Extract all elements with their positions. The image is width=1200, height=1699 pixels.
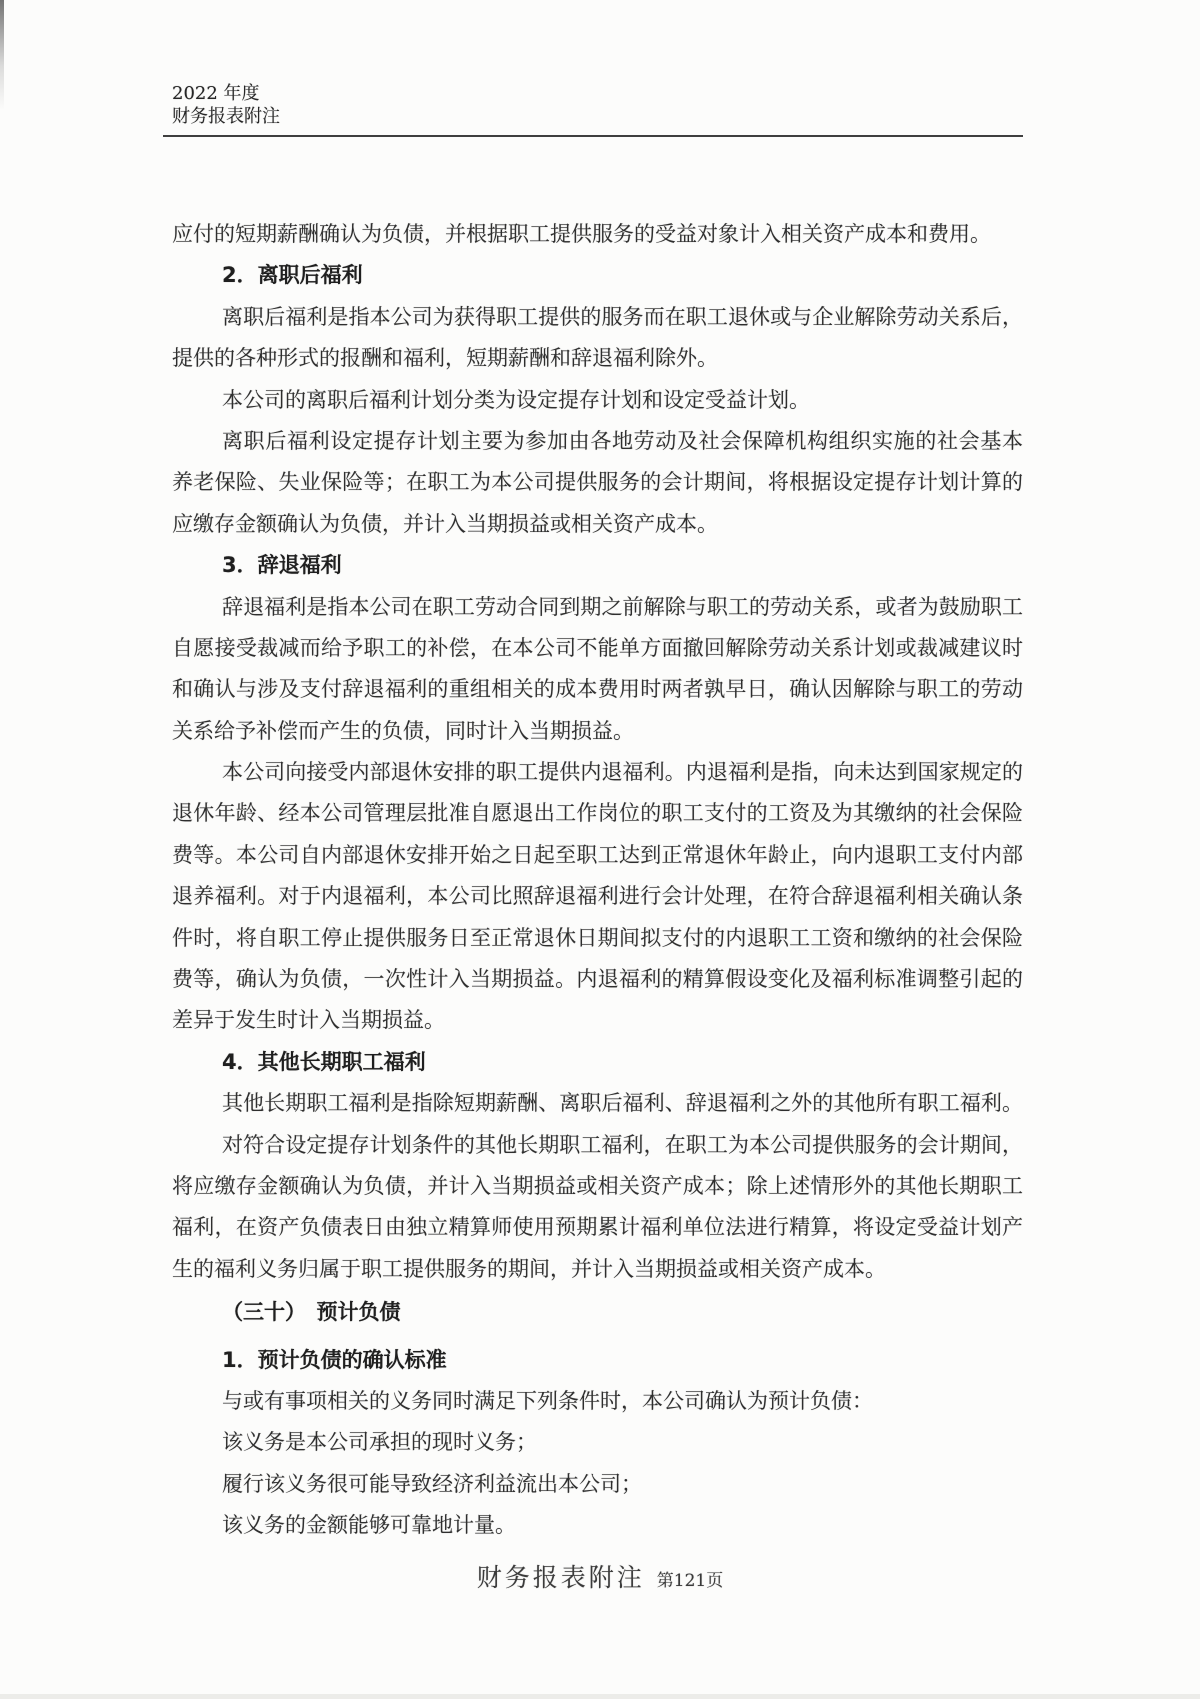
- text-line: 履行该义务很可能导致经济利益流出本公司；: [222, 1471, 642, 1496]
- text-line: 费等，确认为负债，一次性计入当期损益。内退福利的精算假设变化及福利标准调整引起的: [172, 967, 1023, 992]
- footer-title: 财务报表附注: [476, 1563, 645, 1592]
- text-line: 差异于发生时计入当期损益。: [172, 1008, 445, 1033]
- text-line: 应付的短期薪酬确认为负债，并根据职工提供服务的受益对象计入相关资产成本和费用。: [172, 222, 991, 246]
- text-line: 该义务的金额能够可靠地计量。: [222, 1513, 516, 1538]
- text-line: 福利，在资产负债表日由独立精算师使用预期累计福利单位法进行精算，将设定受益计划产: [172, 1215, 1023, 1240]
- text-line: 提供的各种形式的报酬和福利，短期薪酬和辞退福利除外。: [172, 346, 718, 371]
- page-header: [172, 82, 280, 128]
- text-line: 本公司的离职后福利计划分类为设定提存计划和设定受益计划。: [222, 387, 810, 412]
- footer-page-number: 第121页: [656, 1571, 724, 1591]
- scan-left-edge-artifact: [0, 0, 4, 110]
- text-line: 将应缴存金额确认为负债，并计入当期损益或相关资产成本；除上述情形外的其他长期职工: [172, 1173, 1023, 1198]
- header-year: 2022 年度: [172, 83, 260, 104]
- subsection-heading: 4．其他长期职工福利: [222, 1049, 426, 1074]
- text-line: 辞退福利是指本公司在职工劳动合同到期之前解除与职工的劳动关系，或者为鼓励职工: [222, 594, 1023, 619]
- page-footer: [0, 1558, 1200, 1594]
- subsection-heading: 2．离职后福利: [222, 263, 363, 288]
- document-body: [172, 214, 1023, 1547]
- text-line: 养老保险、失业保险等；在职工为本公司提供服务的会计期间，将根据设定提存计划计算的: [172, 470, 1023, 495]
- text-line: 费等。本公司自内部退休安排开始之日起至职工达到正常退休年龄止，向内退职工支付内部: [172, 842, 1023, 867]
- text-line: 生的福利义务归属于职工提供服务的期间，并计入当期损益或相关资产成本。: [172, 1256, 886, 1281]
- header-doc-title: 财务报表附注: [172, 106, 280, 127]
- text-line: 离职后福利是指本公司为获得职工提供的服务而在职工退休或与企业解除劳动关系后，: [222, 304, 1023, 329]
- text-line: 本公司向接受内部退休安排的职工提供内退福利。内退福利是指，向未达到国家规定的: [222, 760, 1023, 785]
- scan-bottom-edge-artifact: [0, 1694, 1200, 1699]
- text-line: 关系给予补偿而产生的负债，同时计入当期损益。: [172, 718, 634, 743]
- header-rule: [163, 135, 1023, 137]
- section-heading: （三十） 预计负债: [222, 1300, 401, 1325]
- text-line: 离职后福利设定提存计划主要为参加由各地劳动及社会保障机构组织实施的社会基本: [222, 428, 1023, 453]
- subsection-heading: 3．辞退福利: [222, 553, 342, 578]
- text-line: 自愿接受裁减而给予职工的补偿，在本公司不能单方面撤回解除劳动关系计划或裁减建议时: [172, 635, 1023, 660]
- text-line: 退休年龄、经本公司管理层批准自愿退出工作岗位的职工支付的工资及为其缴纳的社会保险: [172, 801, 1023, 826]
- text-line: 应缴存金额确认为负债，并计入当期损益或相关资产成本。: [172, 511, 718, 536]
- text-line: 件时，将自职工停止提供服务日至正常退休日期间拟支付的内退职工工资和缴纳的社会保险: [172, 925, 1023, 950]
- text-line: 退养福利。对于内退福利，本公司比照辞退福利进行会计处理，在符合辞退福利相关确认条: [172, 884, 1023, 909]
- text-line: 与或有事项相关的义务同时满足下列条件时，本公司确认为预计负债：: [222, 1388, 873, 1413]
- text-line: 对符合设定提存计划条件的其他长期职工福利，在职工为本公司提供服务的会计期间，: [222, 1132, 1023, 1157]
- subsection-heading: 1．预计负债的确认标准: [222, 1347, 447, 1372]
- text-line: 其他长期职工福利是指除短期薪酬、离职后福利、辞退福利之外的其他所有职工福利。: [222, 1091, 1023, 1116]
- text-line: 该义务是本公司承担的现时义务；: [222, 1430, 537, 1455]
- text-line: 和确认与涉及支付辞退福利的重组相关的成本费用时两者孰早日，确认因解除与职工的劳动: [172, 677, 1023, 702]
